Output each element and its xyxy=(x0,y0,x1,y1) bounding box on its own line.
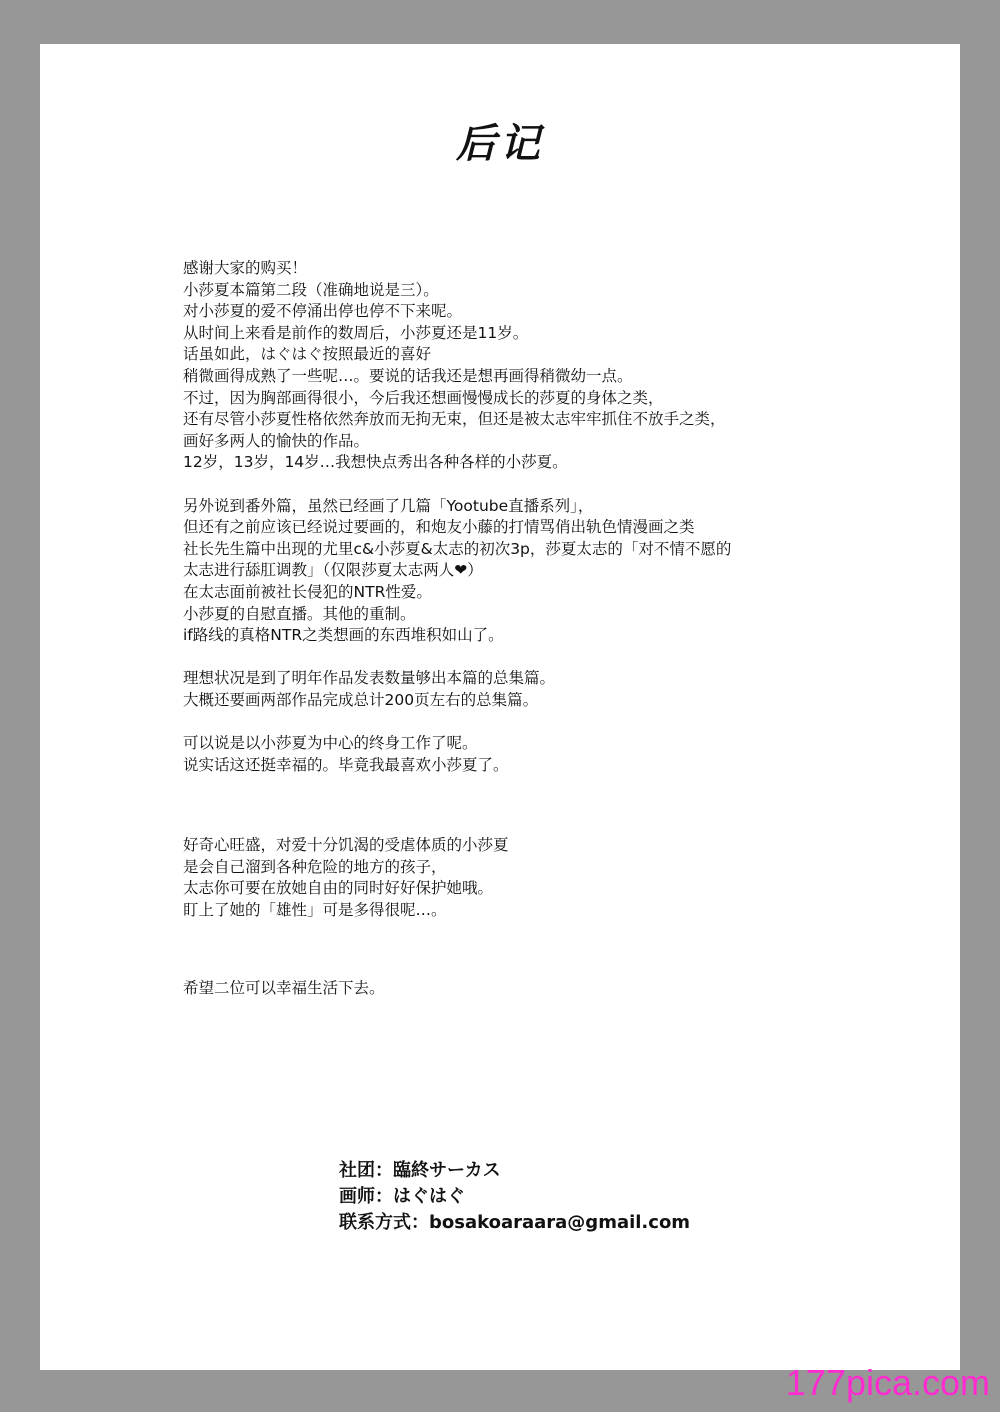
text-line: 大概还要画两部作品完成总计200页左右的总集篇。 xyxy=(183,690,539,709)
text-line: 但还有之前应该已经说过要画的，和炮友小藤的打情骂俏出轨色情漫画之类 xyxy=(183,518,695,537)
text-line: 太志你可要在放她自由的同时好好保护她哦。 xyxy=(183,879,494,898)
text-line: if路线的真格NTR之类想画的东西堆积如山了。 xyxy=(183,626,504,645)
credit-artist: 画师：はぐはぐ xyxy=(339,1186,465,1207)
text-line: 在太志面前被社长侵犯的NTR性爱。 xyxy=(183,582,432,601)
text-line: 可以说是以小莎夏为中心的终身工作了呢。 xyxy=(183,734,478,753)
text-line: 社长先生篇中出现的尤里c&小莎夏&太志的初次3p，莎夏太志的「对不情不愿的 xyxy=(183,539,732,558)
text-line: 好奇心旺盛，对爱十分饥渴的受虐体质的小莎夏 xyxy=(183,836,509,855)
text-line: 不过，因为胸部画得很小，今后我还想画慢慢成长的莎夏的身体之类， xyxy=(183,388,664,407)
paragraph-4 xyxy=(183,733,923,776)
text-line: 小莎夏本篇第二段（准确地说是三）。 xyxy=(183,280,439,299)
paragraph-2 xyxy=(183,496,923,647)
paragraph-5 xyxy=(183,835,923,921)
text-line: 盯上了她的「雄性」可是多得很呢…。 xyxy=(183,901,447,920)
document-page xyxy=(40,44,960,1370)
text-line: 对小莎夏的爱不停涌出停也停不下来呢。 xyxy=(183,302,463,321)
paragraph-1 xyxy=(183,258,923,474)
text-line: 感谢大家的购买！ xyxy=(183,259,308,277)
paragraph-6 xyxy=(183,978,923,1000)
text-line: 理想状况是到了明年作品发表数量够出本篇的总集篇。 xyxy=(183,669,556,688)
text-line: 还有尽管小莎夏性格依然奔放而无拘无束，但还是被太志牢牢抓住不放手之类， xyxy=(183,410,726,429)
text-line: 另外说到番外篇，虽然已经画了几篇「Yootube直播系列」， xyxy=(183,496,594,515)
credits-block xyxy=(339,1158,690,1236)
text-line: 是会自己溜到各种危险的地方的孩子， xyxy=(183,857,447,876)
text-line: 话虽如此，はぐはぐ按照最近的喜好 xyxy=(183,345,432,364)
text-line: 小莎夏的自慰直播。其他的重制。 xyxy=(183,604,416,623)
credit-contact: 联系方式：bosakoaraara@gmail.com xyxy=(339,1212,691,1233)
text-line: 从时间上来看是前作的数周后，小莎夏还是11岁。 xyxy=(183,323,529,342)
text-line: 画好多两人的愉快的作品。 xyxy=(183,431,370,450)
afterword-body xyxy=(183,258,923,999)
text-line: 太志进行舔肛调教」（仅限莎夏太志两人❤） xyxy=(183,561,483,580)
text-line: 12岁，13岁，14岁…我想快点秀出各种各样的小莎夏。 xyxy=(183,453,568,472)
credit-circle: 社团：臨終サーカス xyxy=(339,1160,501,1181)
paragraph-3 xyxy=(183,668,923,711)
text-line: 希望二位可以幸福生活下去。 xyxy=(183,978,385,997)
site-watermark: 177pica.com xyxy=(785,1362,990,1403)
text-line: 稍微画得成熟了一些呢…。要说的话我还是想再画得稍微幼一点。 xyxy=(183,366,633,385)
page-title: 后记 xyxy=(456,121,544,167)
text-line: 说实话这还挺幸福的。毕竟我最喜欢小莎夏了。 xyxy=(183,755,509,774)
